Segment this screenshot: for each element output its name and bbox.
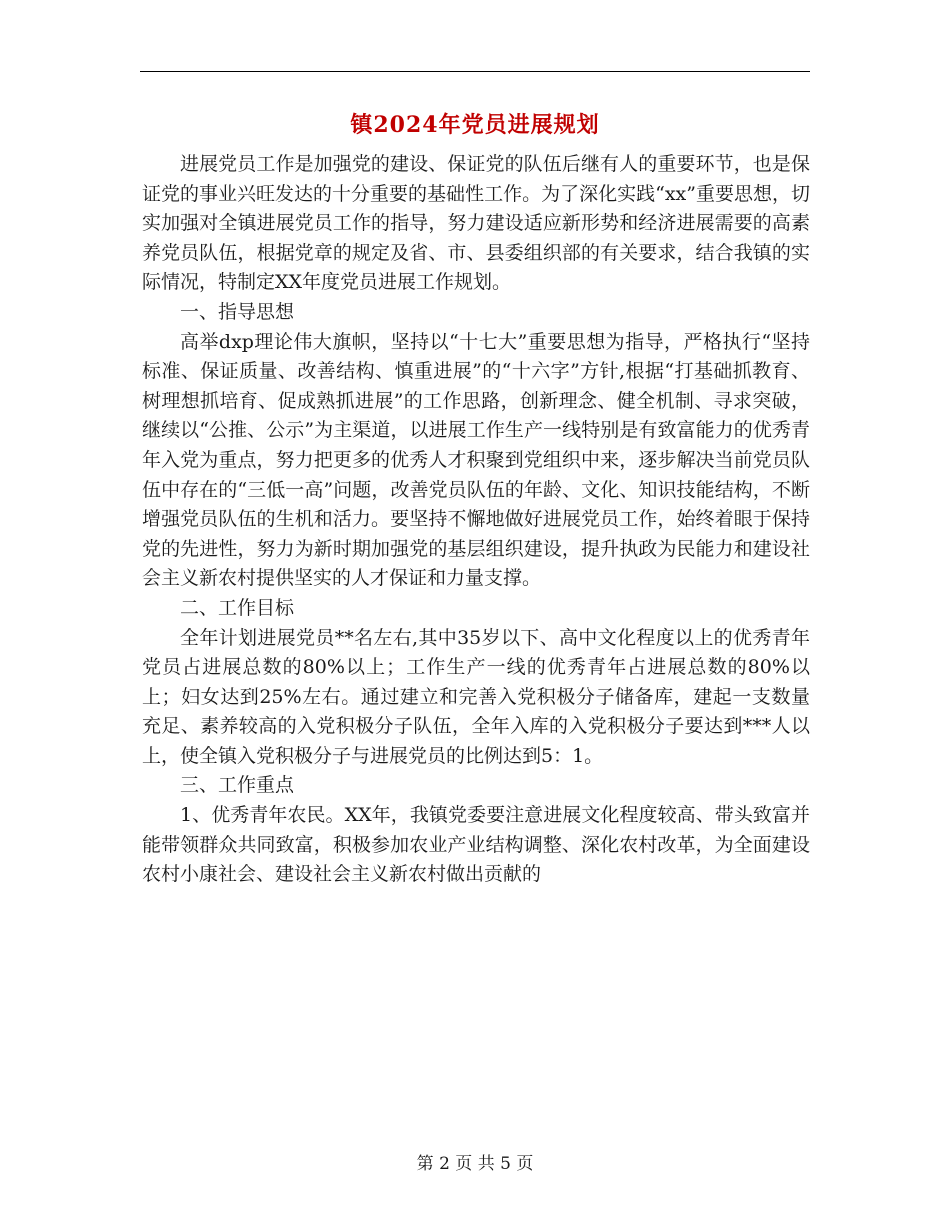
body-paragraph: 全年计划进展党员**名左右,其中35岁以下、高中文化程度以上的优秀青年党员占进展总数的80%以上；工作生产一线的优秀青年占进展总数的80%以上；妇女达到25%左右。通过建立和完善入党积极分子储备库，建起一支数量充足、素养较高的入党积极分子队伍，全年入库的入党积极分子要达到***人以上，使全镇入党积极分子与进展党员的比例达到5：1。	[142, 626, 810, 767]
header-rule	[140, 71, 810, 72]
body-paragraph: 高举dxp理论伟大旗帜，坚持以“十七大”重要思想为指导，严格执行“坚持标准、保证质量、改善结构、慎重进展”的“十六字”方针,根据“打基础抓教育、树理想抓培育、促成熟抓进展”的工作思路，创新理念、健全机制、寻求突破，继续以“公推、公示”为主渠道，以进展工作生产一线特别是有致富能力的优秀青年入党为重点，努力把更多的优秀人才积聚到党组织中来，逐步解决当前党员队伍中存在的“三低一高”问题，改善党员队伍的年龄、文化、知识技能结构，不断增强党员队伍的生机和活力。要坚持不懈地做好进展党员工作，始终着眼于保持党的先进性，努力为新时期加强党的基层组织建设，提升执政为民能力和建设社会主义新农村提供坚实的人才保证和力量支撑。	[142, 330, 810, 590]
body-paragraph: 进展党员工作是加强党的建设、保证党的队伍后继有人的重要环节，也是保证党的事业兴旺发达的十分重要的基础性工作。为了深化实践“xx”重要思想，切实加强对全镇进展党员工作的指导，努力建设适应新形势和经济进展需要的高素养党员队伍，根据党章的规定及省、市、县委组织部的有关要求，结合我镇的实际情况，特制定XX年度党员进展工作规划。	[142, 153, 810, 294]
page-footer: 第 2 页 共 5 页	[416, 1154, 534, 1174]
document-title: 镇2024年党员进展规划	[350, 112, 600, 138]
section-heading: 二、工作目标	[180, 596, 295, 619]
section-heading: 三、工作重点	[180, 774, 295, 797]
section-heading: 一、指导思想	[180, 300, 295, 323]
body-paragraph: 1、优秀青年农民。XX年，我镇党委要注意进展文化程度较高、带头致富并能带领群众共同致富，积极参加农业产业结构调整、深化农村改革，为全面建设农村小康社会、建设社会主义新农村做出贡献的	[142, 804, 810, 886]
document-body	[142, 150, 810, 890]
